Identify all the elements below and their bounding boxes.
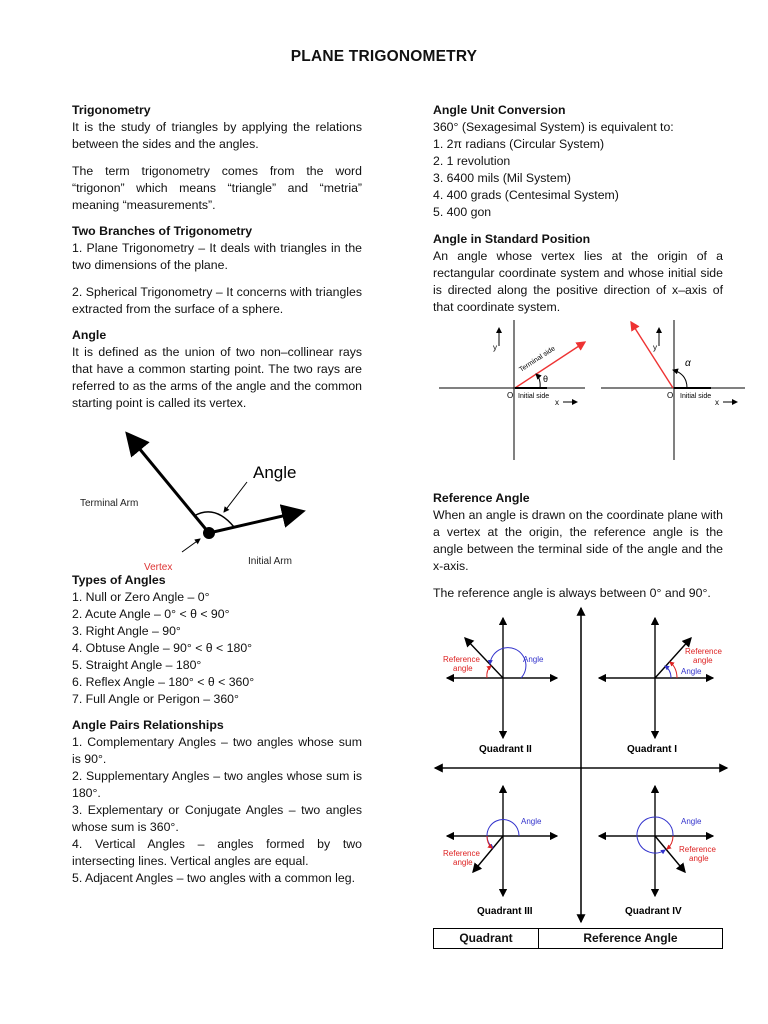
type-item-2: 2. Acute Angle – 0° < θ < 90° (72, 607, 230, 621)
vertex-pointer (182, 539, 200, 552)
standard-position-heading: Angle in Standard Position (433, 232, 591, 246)
terminal-arm-line (129, 436, 209, 533)
reference-angle-heading: Reference Angle (433, 491, 530, 505)
quadrant-figure (433, 604, 723, 926)
table-header-reference-angle: Reference Angle (538, 929, 722, 949)
conversion-item-4: 4. 400 grads (Centesimal System) (433, 188, 619, 202)
initial-arm-line (209, 512, 300, 533)
conversion-heading: Angle Unit Conversion (433, 103, 566, 117)
conversion-intro: 360° (Sexagesimal System) is equivalent to: (433, 120, 674, 134)
reference-angle-definition: When an angle is drawn on the coordinate plane with a vertex at the origin, the reference angle is the angle between the terminal side of the angle and the x-axis. (433, 508, 723, 573)
pair-item-2: 2. Supplementary Angles – two angles whose sum is 180°. (72, 769, 362, 800)
pair-item-3: 3. Explementary or Conjugate Angles – two angles whose sum is 360°. (72, 803, 362, 834)
svg-text:O: O (507, 391, 514, 400)
svg-text:angle: angle (453, 664, 473, 673)
svg-text:y: y (653, 343, 657, 352)
type-item-6: 6. Reflex Angle – 180° < θ < 360° (72, 675, 255, 689)
standard-position-definition: An angle whose vertex lies at the origin of a rectangular coordinate system and whose initial side is directed along the positive direction of x–axis of that coordinate system. (433, 249, 723, 314)
pair-item-1: 1. Complementary Angles – two angles whose sum is 90°. (72, 735, 362, 766)
svg-text:Reference: Reference (679, 845, 716, 854)
svg-text:x: x (555, 398, 559, 407)
page-title: PLANE TRIGONOMETRY (290, 48, 478, 65)
svg-text:Reference: Reference (685, 647, 722, 656)
standard-position-figure (433, 316, 723, 476)
svg-text:Reference: Reference (443, 655, 480, 664)
right-column (433, 102, 723, 949)
quadrant-4-graph (599, 786, 716, 917)
svg-text:angle: angle (689, 854, 709, 863)
angle-pointer (224, 482, 247, 512)
label-initial-arm: Initial Arm (248, 556, 292, 567)
svg-text:angle: angle (453, 858, 473, 867)
svg-text:Angle: Angle (681, 667, 702, 676)
type-item-4: 4. Obtuse Angle – 90° < θ < 180° (72, 641, 253, 655)
types-heading: Types of Angles (72, 573, 166, 587)
branch-plane: 1. Plane Trigonometry – It deals with triangles in the two dimensions of the plane. (72, 241, 362, 272)
std-graph-theta (439, 320, 585, 460)
vertex-dot (203, 527, 215, 539)
type-item-1: 1. Null or Zero Angle – 0° (72, 590, 210, 604)
angle-diagram (72, 412, 362, 572)
svg-text:Reference: Reference (443, 849, 480, 858)
type-item-5: 5. Straight Angle – 180° (72, 658, 202, 672)
svg-text:Quadrant I: Quadrant I (627, 744, 678, 755)
svg-text:Quadrant II: Quadrant II (479, 744, 532, 755)
svg-text:angle: angle (693, 656, 713, 665)
label-vertex: Vertex (144, 562, 173, 572)
conversion-item-2: 2. 1 revolution (433, 154, 511, 168)
svg-text:Terminal side: Terminal side (518, 345, 557, 374)
reference-angle-range: The reference angle is always between 0° and 90°. (433, 586, 711, 600)
svg-text:Initial side: Initial side (518, 393, 550, 400)
quadrant-diagram (433, 604, 733, 926)
svg-text:Initial side: Initial side (680, 393, 712, 400)
svg-text:Quadrant III: Quadrant III (477, 906, 533, 917)
conversion-item-3: 3. 6400 mils (Mil System) (433, 171, 572, 185)
table-header-quadrant: Quadrant (434, 929, 539, 949)
type-item-3: 3. Right Angle – 90° (72, 624, 181, 638)
angle-figure (72, 412, 362, 572)
angle-heading: Angle (72, 328, 107, 342)
quadrant-2-graph (443, 618, 557, 755)
svg-text:O: O (667, 391, 674, 400)
branches-heading: Two Branches of Trigonometry (72, 224, 253, 238)
conversion-item-1: 1. 2π radians (Circular System) (433, 137, 605, 151)
standard-position-diagram (435, 316, 745, 476)
branch-spherical: 2. Spherical Trigonometry – It concerns with triangles extracted from the surface of a sphere. (72, 285, 362, 316)
svg-text:x: x (715, 398, 719, 407)
pair-item-4: 4. Vertical Angles – angles formed by two intersecting lines. Vertical angles are equal. (72, 837, 362, 868)
trigonometry-heading: Trigonometry (72, 103, 151, 117)
svg-text:Angle: Angle (523, 655, 544, 664)
svg-text:Angle: Angle (681, 817, 702, 826)
type-item-7: 7. Full Angle or Perigon – 360° (72, 692, 239, 706)
angle-arc (194, 512, 234, 527)
quadrant-1-graph (599, 618, 722, 755)
conversion-item-5: 5. 400 gon (433, 205, 492, 219)
svg-text:Angle: Angle (521, 817, 542, 826)
svg-text:Quadrant IV: Quadrant IV (625, 906, 682, 917)
quadrant-3-graph (443, 786, 557, 917)
label-terminal-arm: Terminal Arm (80, 498, 139, 509)
trigonometry-etymology: The term trigonometry comes from the word “trigonon” which means “triangle” and “metria” meaning “measurements”. (72, 164, 362, 212)
label-angle: Angle (253, 463, 297, 482)
angle-definition: It is defined as the union of two non–collinear rays that have a common starting point. The two rays are referred to as the arms of the angle and the common starting point is called its vertex. (72, 345, 362, 410)
trigonometry-definition: It is the study of triangles by applying the relations between the sides and the angles. (72, 120, 362, 151)
std-graph-alpha (601, 320, 745, 460)
left-column (72, 102, 362, 887)
quadrant-table (433, 928, 723, 949)
pairs-heading: Angle Pairs Relationships (72, 718, 224, 732)
svg-text:α: α (685, 358, 691, 369)
svg-text:θ: θ (543, 374, 549, 384)
svg-text:y: y (493, 343, 497, 352)
pair-item-5: 5. Adjacent Angles – two angles with a common leg. (72, 871, 355, 885)
